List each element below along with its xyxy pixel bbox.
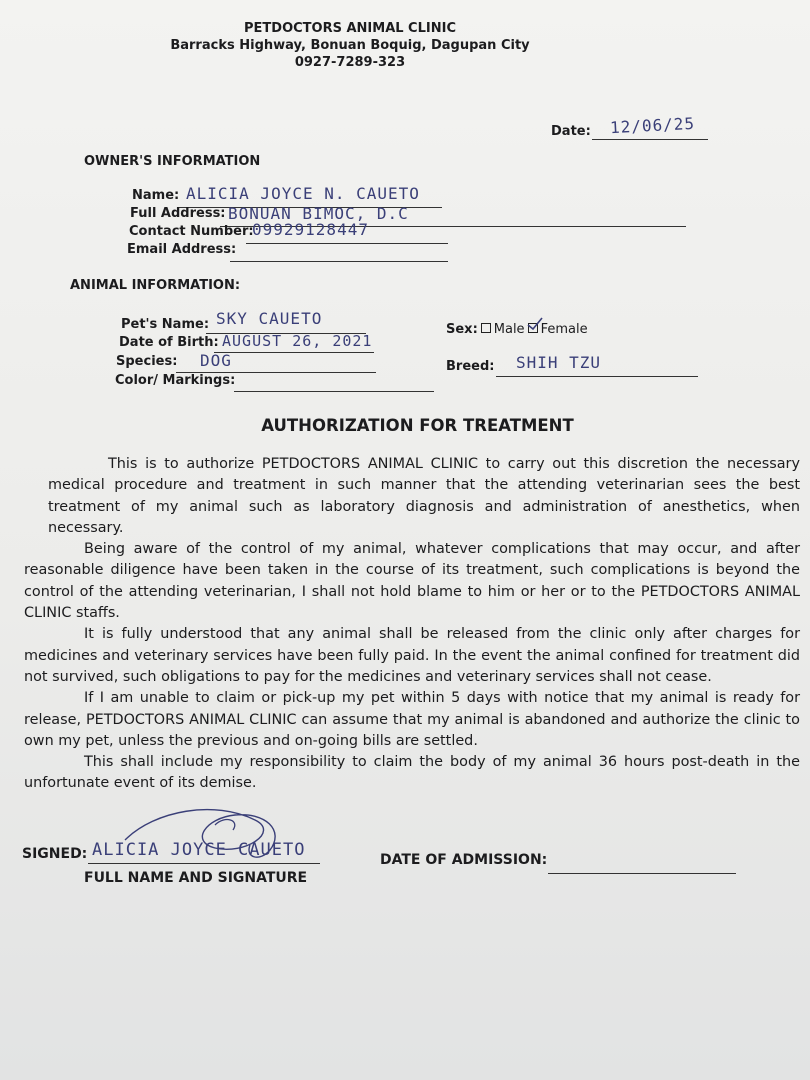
species-label: Species: — [116, 354, 178, 369]
admission-line — [548, 873, 736, 874]
date-value[interactable]: 12/06/25 — [609, 113, 696, 138]
date-label: Date: — [551, 124, 591, 139]
owner-heading: OWNER'S INFORMATION — [84, 154, 261, 169]
male-checkbox[interactable] — [481, 323, 491, 333]
female-option-label: Female — [540, 322, 588, 337]
animal-heading: ANIMAL INFORMATION: — [70, 278, 241, 293]
breed-label: Breed: — [446, 359, 495, 374]
authorization-paragraph-5: This shall include my responsibility to claim the body of my animal 36 hours post-death in the unfortunate event of its demise. — [24, 754, 800, 792]
owner-email-line — [230, 261, 448, 262]
authorization-paragraph-1: This is to authorize PETDOCTORS ANIMAL CLINIC to carry out this discretion the necessary medical procedure and treatment in such manner that the attending veterinarian sees the best treatment of my animal such as laboratory diagnosis and administration of anesthetics, when necessary. — [48, 456, 800, 536]
breed-line — [496, 376, 698, 377]
male-option-label: Male — [493, 322, 525, 337]
sex-label: Sex: — [446, 322, 478, 337]
clinic-name: PETDOCTORS ANIMAL CLINIC — [244, 21, 456, 36]
owner-name-label: Name: — [132, 188, 180, 203]
signed-label: SIGNED: — [22, 846, 88, 862]
authorization-body — [24, 454, 800, 795]
authorization-title: AUTHORIZATION FOR TREATMENT — [261, 416, 574, 435]
owner-contact-label: Contact Number: — [129, 224, 254, 239]
pet-name-value[interactable]: SKY CAUETO — [216, 309, 323, 328]
signature-caption: FULL NAME AND SIGNATURE — [84, 870, 308, 886]
authorization-paragraph-2: Being aware of the control of my animal, whatever complications that may occur, and after reasonable diligence have been taken in the course of its treatment, such complications is beyond the control of the attending veterinarian, I shall not hold blame to him or her or to the PETDOCTORS ANIMAL CLINIC staffs. — [24, 541, 800, 622]
owner-address-value[interactable]: BONUAN BIMOC, D.C — [228, 204, 409, 223]
breed-value[interactable]: SHIH TZU — [516, 353, 602, 372]
dob-label: Date of Birth: — [119, 335, 219, 350]
color-label: Color/ Markings: — [115, 373, 236, 388]
admission-label: DATE OF ADMISSION: — [380, 852, 548, 868]
owner-contact-line — [246, 243, 448, 244]
owner-name-value[interactable]: ALICIA JOYCE N. CAUETO — [186, 184, 420, 203]
sex-field — [446, 322, 588, 337]
pet-name-label: Pet's Name: — [121, 317, 210, 332]
owner-email-label: Email Address: — [127, 242, 237, 257]
owner-address-label: Full Address: — [130, 206, 226, 221]
species-value[interactable]: DOG — [200, 351, 232, 370]
female-checkbox[interactable] — [528, 323, 538, 333]
dob-value[interactable]: AUGUST 26, 2021 — [222, 332, 373, 350]
clinic-address: Barracks Highway, Bonuan Boquig, Dagupan City — [170, 38, 530, 53]
authorization-paragraph-4: If I am unable to claim or pick-up my pet within 5 days with notice that my animal is ready for release, PETDOCTORS ANIMAL CLINIC can assume that my animal is abandoned and authorize the clinic to own my pet, unless the previous and on-going bills are settled. — [24, 690, 800, 749]
clinic-phone: 0927-7289-323 — [294, 55, 406, 70]
dob-line — [214, 352, 374, 353]
checkmark-icon — [527, 317, 543, 331]
signed-value[interactable]: ALICIA JOYCE CAUETO — [92, 840, 306, 860]
date-line — [592, 139, 708, 140]
authorization-paragraph-3: It is fully understood that any animal shall be released from the clinic only after charges for medicines and veterinary services have been fully paid. In the event the animal confined for treatment did not survived, such obligations to pay for the medicines and veterinary services shall not cease. — [24, 626, 800, 685]
color-line — [234, 391, 434, 392]
owner-contact-value[interactable]: 09929128447 — [252, 220, 369, 239]
